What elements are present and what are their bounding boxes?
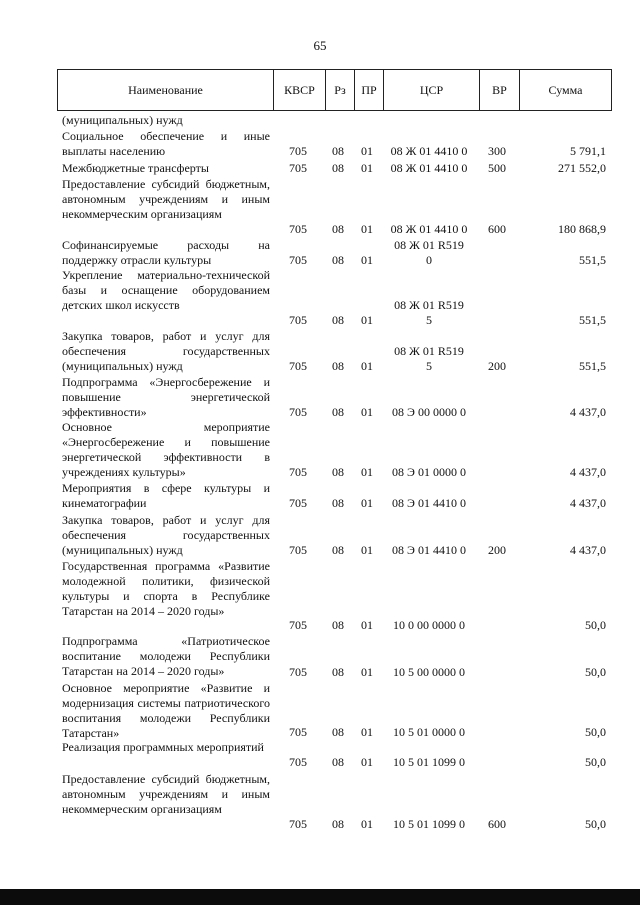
header-vr: ВР: [480, 70, 520, 111]
row-csr: 10 5 01 1099 0: [393, 817, 465, 831]
row-name: Предоставление субсидий бюджетным, автономным учреждениям и иным некоммерческим организациям: [62, 772, 270, 816]
row-csr: 10 0 00 0000 0: [393, 618, 465, 632]
row-sum: 4 437,0: [570, 405, 606, 419]
row-pr: 01: [361, 222, 373, 236]
row-vr: 600: [488, 817, 506, 831]
row-name: Межбюджетные трансферты: [62, 161, 209, 175]
row-kvsr: 705: [289, 144, 307, 158]
row-kvsr: 705: [289, 405, 307, 419]
row-vr: 500: [488, 161, 506, 175]
row-rz: 08: [332, 465, 344, 479]
row-sum: 180 868,9: [558, 222, 606, 236]
row-kvsr: 705: [289, 465, 307, 479]
row-rz: 08: [332, 313, 344, 327]
header-name: Наименование: [58, 70, 274, 111]
row-name: Мероприятия в сфере культуры и кинематографии: [62, 481, 270, 510]
row-name: Социальное обеспечение и иные выплаты населению: [62, 129, 270, 158]
row-kvsr: 705: [289, 725, 307, 739]
row-csr: 08 Ж 01 R519 5: [394, 344, 464, 373]
row-name: Предоставление субсидий бюджетным, автономным учреждениям и иным некоммерческим организациям: [62, 177, 270, 221]
page-number: 65: [313, 38, 327, 53]
row-sum: 4 437,0: [570, 496, 606, 510]
row-csr: 08 Э 01 4410 0: [392, 496, 466, 510]
row-pr: 01: [361, 817, 373, 831]
row-pr: 01: [361, 313, 373, 327]
row-sum: 551,5: [579, 359, 606, 373]
header-kvsr: КВСР: [274, 70, 326, 111]
header-pr: ПР: [355, 70, 384, 111]
row-name: Подпрограмма «Энергосбережение и повышение энергетической эффективности»: [62, 375, 270, 419]
row-name: Подпрограмма «Патриотическое воспитание молодежи Республики Татарстан на 2014 – 2020 годы»: [62, 634, 270, 678]
row-csr: 08 Э 01 0000 0: [392, 465, 466, 479]
row-rz: 08: [332, 618, 344, 632]
row-csr: 08 Ж 01 R519 5: [394, 298, 464, 327]
row-rz: 08: [332, 144, 344, 158]
row-name: Основное мероприятие «Энергосбережение и повышение энергетической эффективности в учреждениях культуры»: [62, 420, 270, 479]
row-sum: 551,5: [579, 313, 606, 327]
row-name: Софинансируемые расходы на поддержку отрасли культуры: [62, 238, 270, 267]
row-rz: 08: [332, 755, 344, 769]
row-rz: 08: [332, 817, 344, 831]
row-rz: 08: [332, 222, 344, 236]
row-rz: 08: [332, 725, 344, 739]
row-rz: 08: [332, 405, 344, 419]
row-name: (муниципальных) нужд: [62, 113, 183, 127]
row-name: Реализация программных мероприятий: [62, 740, 264, 754]
row-sum: 5 791,1: [570, 144, 606, 158]
row-sum: 4 437,0: [570, 543, 606, 557]
row-csr: 08 Ж 01 4410 0: [390, 144, 468, 158]
header-csr: ЦСР: [384, 70, 480, 111]
row-rz: 08: [332, 253, 344, 267]
row-sum: 50,0: [585, 618, 606, 632]
row-pr: 01: [361, 755, 373, 769]
row-sum: 50,0: [585, 665, 606, 679]
header-rz: Рз: [326, 70, 355, 111]
row-rz: 08: [332, 543, 344, 557]
row-csr: 08 Ж 01 R519 0: [394, 238, 464, 267]
row-kvsr: 705: [289, 253, 307, 267]
row-csr: 08 Э 00 0000 0: [392, 405, 466, 419]
row-name: Основное мероприятие «Развитие и модернизация системы патриотического воспитания молодежи Республики Татарстан»: [62, 681, 270, 740]
row-csr: 08 Ж 01 4410 0: [390, 222, 468, 236]
row-sum: 50,0: [585, 817, 606, 831]
row-sum: 551,5: [579, 253, 606, 267]
row-pr: 01: [361, 253, 373, 267]
row-kvsr: 705: [289, 755, 307, 769]
row-kvsr: 705: [289, 496, 307, 510]
header-sum: Сумма: [520, 70, 612, 111]
row-kvsr: 705: [289, 222, 307, 236]
row-kvsr: 705: [289, 359, 307, 373]
row-pr: 01: [361, 465, 373, 479]
row-rz: 08: [332, 496, 344, 510]
row-vr: 200: [488, 543, 506, 557]
row-kvsr: 705: [289, 313, 307, 327]
row-pr: 01: [361, 496, 373, 510]
row-rz: 08: [332, 161, 344, 175]
row-rz: 08: [332, 359, 344, 373]
row-vr: 600: [488, 222, 506, 236]
row-sum: 4 437,0: [570, 465, 606, 479]
row-pr: 01: [361, 359, 373, 373]
row-pr: 01: [361, 161, 373, 175]
row-kvsr: 705: [289, 665, 307, 679]
row-vr: 300: [488, 144, 506, 158]
row-name: Закупка товаров, работ и услуг для обеспечения государственных (муниципальных) нужд: [62, 513, 270, 557]
row-csr: 08 Ж 01 4410 0: [390, 161, 468, 175]
row-csr: 10 5 00 0000 0: [393, 665, 465, 679]
scan-bottom-edge: [0, 889, 640, 905]
row-sum: 50,0: [585, 755, 606, 769]
row-csr: 10 5 01 0000 0: [393, 725, 465, 739]
row-pr: 01: [361, 665, 373, 679]
row-pr: 01: [361, 725, 373, 739]
row-csr: 10 5 01 1099 0: [393, 755, 465, 769]
row-rz: 08: [332, 665, 344, 679]
row-sum: 271 552,0: [558, 161, 606, 175]
row-vr: 200: [488, 359, 506, 373]
row-name: Государственная программа «Развитие молодежной политики, физической культуры и спорта в Республике Татарстан на 2014 – 2020 годы»: [62, 559, 270, 618]
row-name: Закупка товаров, работ и услуг для обеспечения государственных (муниципальных) нужд: [62, 329, 270, 373]
row-kvsr: 705: [289, 817, 307, 831]
row-sum: 50,0: [585, 725, 606, 739]
row-kvsr: 705: [289, 543, 307, 557]
row-pr: 01: [361, 144, 373, 158]
row-pr: 01: [361, 405, 373, 419]
row-kvsr: 705: [289, 161, 307, 175]
row-csr: 08 Э 01 4410 0: [392, 543, 466, 557]
row-name: Укрепление материально-технической базы и оснащение оборудованием детских школ искусств: [62, 268, 270, 312]
row-pr: 01: [361, 618, 373, 632]
row-pr: 01: [361, 543, 373, 557]
row-kvsr: 705: [289, 618, 307, 632]
